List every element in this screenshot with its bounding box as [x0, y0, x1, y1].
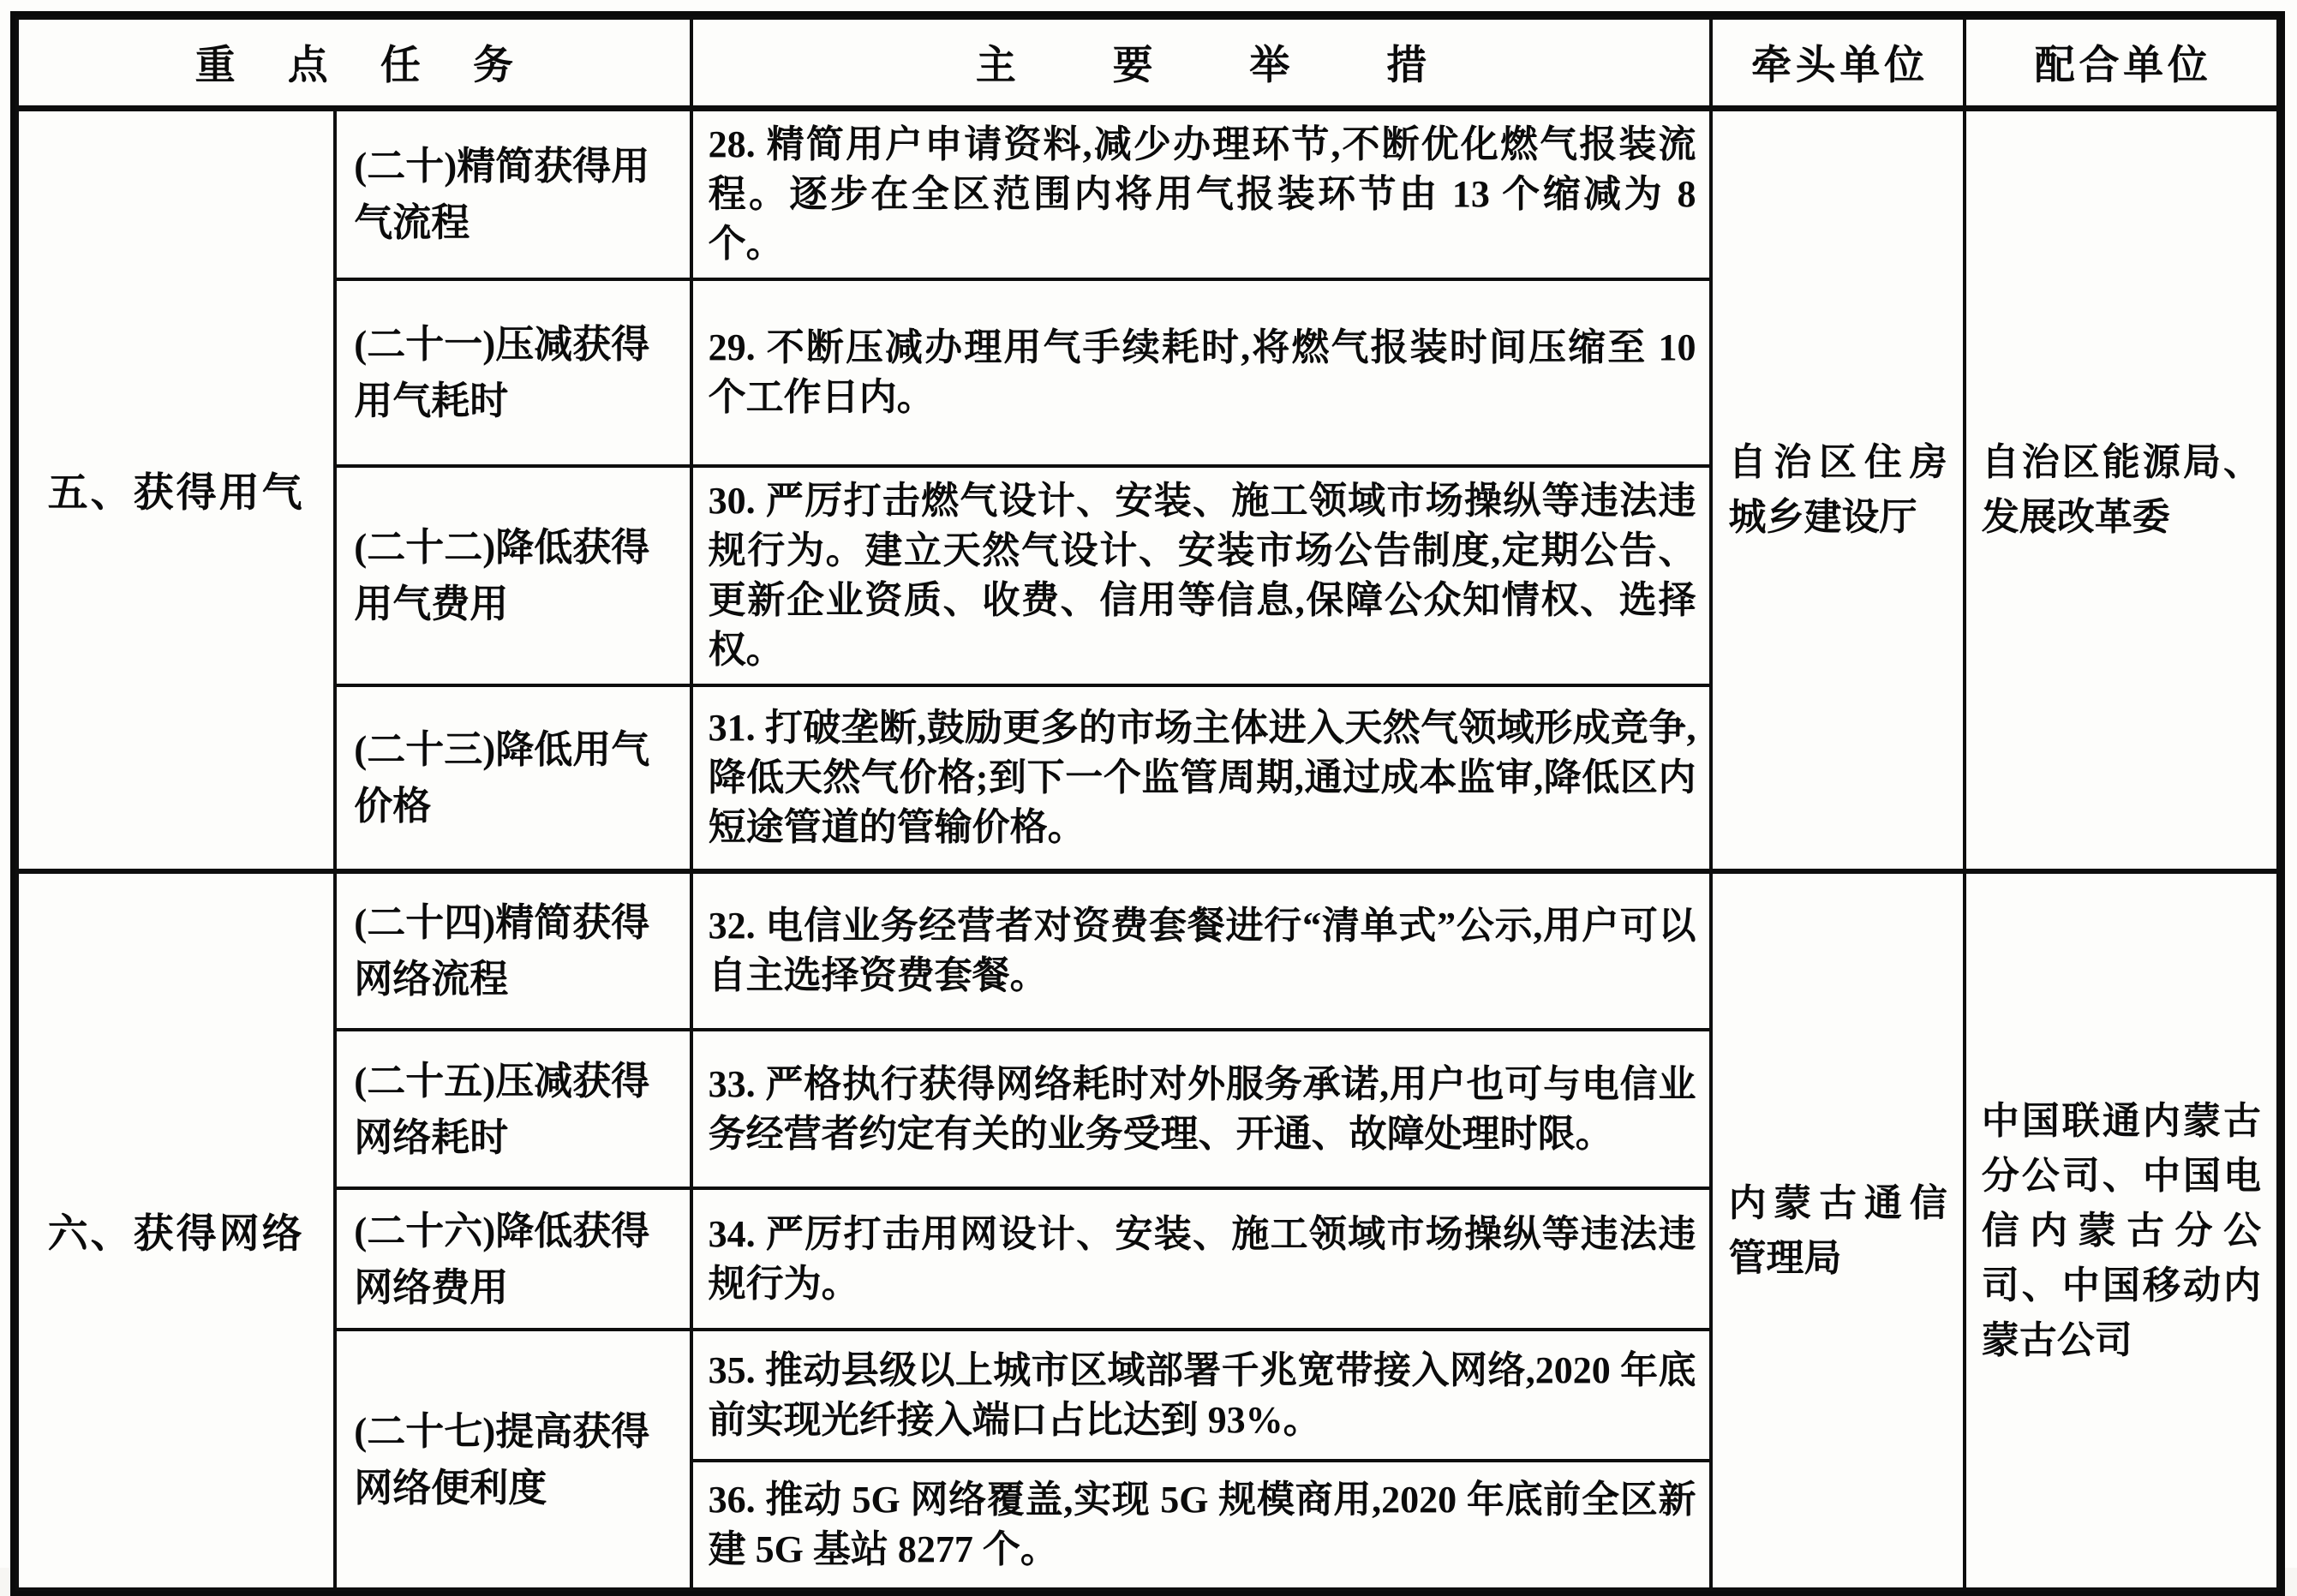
lead-unit-network: 内蒙古通信管理局: [1711, 871, 1964, 1589]
header-main-measures: 主要举措: [691, 18, 1712, 108]
task-label-24: (二十四)精简获得网络流程: [335, 871, 691, 1030]
task-label-23: (二十三)降低用气价格: [335, 685, 691, 871]
header-support-unit: 配合单位: [1965, 18, 2278, 108]
task-label-25: (二十五)压减获得网络耗时: [335, 1030, 691, 1188]
support-unit-gas: 自治区能源局、发展改革委: [1965, 108, 2278, 871]
measure-35: 35. 推动县级以上城市区域部署千兆宽带接入网络,2020 年底前实现光纤接入端口占比达到 93%。: [691, 1330, 1712, 1461]
header-lead-unit: 牵头单位: [1711, 18, 1964, 108]
task-label-20: (二十)精简获得用气流程: [335, 108, 691, 279]
measure-31: 31. 打破垄断,鼓励更多的市场主体进入天然气领域形成竞争,降低天然气价格;到下一个监管周期,通过成本监审,降低区内短途管道的管输价格。: [691, 685, 1712, 871]
group-label-network: 六、获得网络: [17, 871, 335, 1589]
document-table: [15, 16, 2280, 1591]
header-row: [17, 18, 2278, 108]
measure-28: 28. 精简用户申请资料,减少办理环节,不断优化燃气报装流程。逐步在全区范围内将用气报装环节由 13 个缩减为 8 个。: [691, 108, 1712, 279]
task-label-21: (二十一)压减获得用气耗时: [335, 279, 691, 466]
measure-36: 36. 推动 5G 网络覆盖,实现 5G 规模商用,2020 年底前全区新建 5G 基站 8277 个。: [691, 1461, 1712, 1589]
measure-32: 32. 电信业务经营者对资费套餐进行“清单式”公示,用户可以自主选择资费套餐。: [691, 871, 1712, 1030]
task-label-26: (二十六)降低获得网络费用: [335, 1188, 691, 1330]
table-frame: [10, 11, 2285, 1596]
lead-unit-gas: 自治区住房城乡建设厅: [1711, 108, 1964, 871]
measure-33: 33. 严格执行获得网络耗时对外服务承诺,用户也可与电信业务经营者约定有关的业务受理、开通、故障处理时限。: [691, 1030, 1712, 1188]
measure-34: 34. 严厉打击用网设计、安装、施工领域市场操纵等违法违规行为。: [691, 1188, 1712, 1330]
header-key-tasks: 重点任务: [17, 18, 691, 108]
group-label-gas: 五、获得用气: [17, 108, 335, 871]
task-label-22: (二十二)降低获得用气费用: [335, 466, 691, 685]
support-unit-network: 中国联通内蒙古分公司、中国电信内蒙古分公司、中国移动内蒙古公司: [1965, 871, 2278, 1589]
table-row: [17, 871, 2278, 1030]
measure-30: 30. 严厉打击燃气设计、安装、施工领域市场操纵等违法违规行为。建立天然气设计、安装市场公告制度,定期公告、更新企业资质、收费、信用等信息,保障公众知情权、选择权。: [691, 466, 1712, 685]
measure-29: 29. 不断压减办理用气手续耗时,将燃气报装时间压缩至 10 个工作日内。: [691, 279, 1712, 466]
task-label-27: (二十七)提高获得网络便利度: [335, 1330, 691, 1589]
table-row: [17, 108, 2278, 279]
